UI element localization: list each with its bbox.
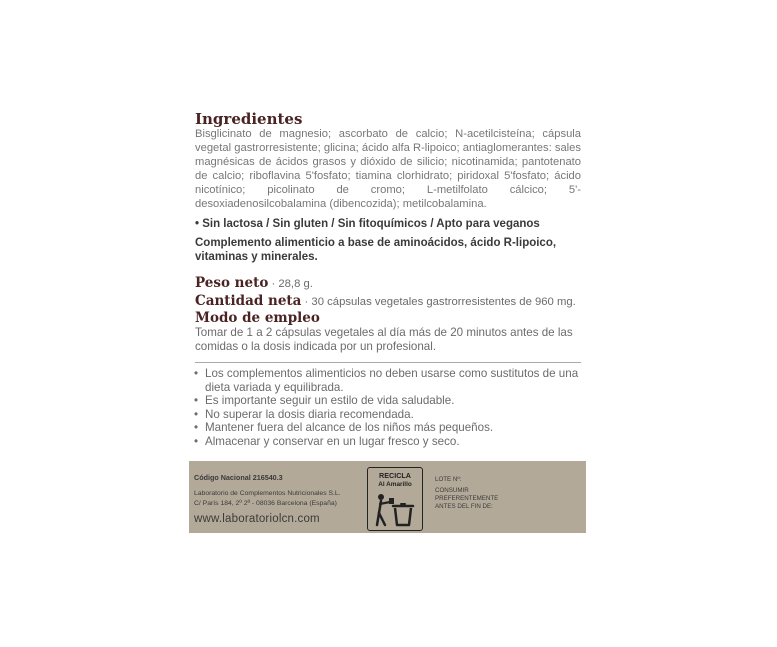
usage-title: Modo de empleo — [195, 310, 320, 326]
net-weight-row — [195, 275, 313, 291]
usage-text: Tomar de 1 a 2 cápsulas vegetales al día más de 20 minutos antes de las comidas o la dosis indicada por un profesional. — [195, 326, 573, 353]
net-quantity-row — [195, 293, 576, 309]
national-code: Código Nacional 216540.3 — [194, 473, 283, 482]
website-text: www.laboratoriolcn.com — [194, 513, 320, 525]
recycling-bin-person-icon — [374, 493, 416, 527]
warning-item: • Los complementos alimenticios no deben usarse como sustitutos de una dieta variada y equilibrada. — [193, 367, 587, 394]
warning-item: • No superar la dosis diaria recomendada. — [193, 408, 587, 422]
warning-item: • Mantener fuera del alcance de los niños más pequeños. — [193, 421, 587, 435]
label-footer — [189, 461, 586, 533]
recycle-badge — [367, 467, 423, 531]
ingredients-title: Ingredientes — [195, 110, 303, 128]
warnings-list — [193, 367, 587, 448]
net-quantity-label: Cantidad neta — [195, 293, 302, 309]
product-description: Complemento alimenticio a base de aminoácidos, ácido R-lipoico, vitaminas y minerales. — [195, 237, 557, 263]
net-weight-value: · 28,8 g. — [271, 278, 313, 290]
lab-name: Laboratorio de Complementos Nutricionales S.L. — [194, 490, 341, 497]
lot-number-label: LOTE Nº: — [435, 476, 462, 483]
best-before-label: CONSUMIR PREFERENTEMENTE ANTES DEL FIN DE: — [435, 487, 499, 510]
warning-item: • Es importante seguir un estilo de vida saludable. — [193, 394, 587, 408]
ingredients-text: Bisglicinato de magnesio; ascorbato de calcio; N-acetilcisteína; cápsula vegetal gastrorresistente; glicina; ácido alfa R-lipoico; antiaglomerantes: sales magnésicas de ácidos grasos y dióxido de silicio; nicotinamida; pantotenato de calcio; riboflavina 5'fosfato; tiamina clorhidrato; piridoxal 5'fosfato; ácido nicotínico; picolinato de cromo; L-metilfolato cálcico; 5'-desoxiadenosilcobalamina (dibencozida); metilcobalamina. — [195, 128, 581, 210]
warning-item: • Almacenar y conservar en un lugar fresco y seco. — [193, 435, 587, 449]
recycle-title: RECICLA — [379, 471, 411, 480]
net-weight-label: Peso neto — [195, 275, 269, 291]
lab-address: C/ París 184, 2º 2ª - 08036 Barcelona (España) — [194, 500, 337, 507]
divider — [195, 362, 581, 363]
net-quantity-value: · 30 cápsulas vegetales gastrorresistentes de 960 mg. — [304, 296, 576, 308]
recycle-subtitle: Al Amarillo — [378, 481, 412, 488]
claims-line: • Sin lactosa / Sin gluten / Sin fitoquímicos / Apto para veganos — [195, 218, 540, 230]
